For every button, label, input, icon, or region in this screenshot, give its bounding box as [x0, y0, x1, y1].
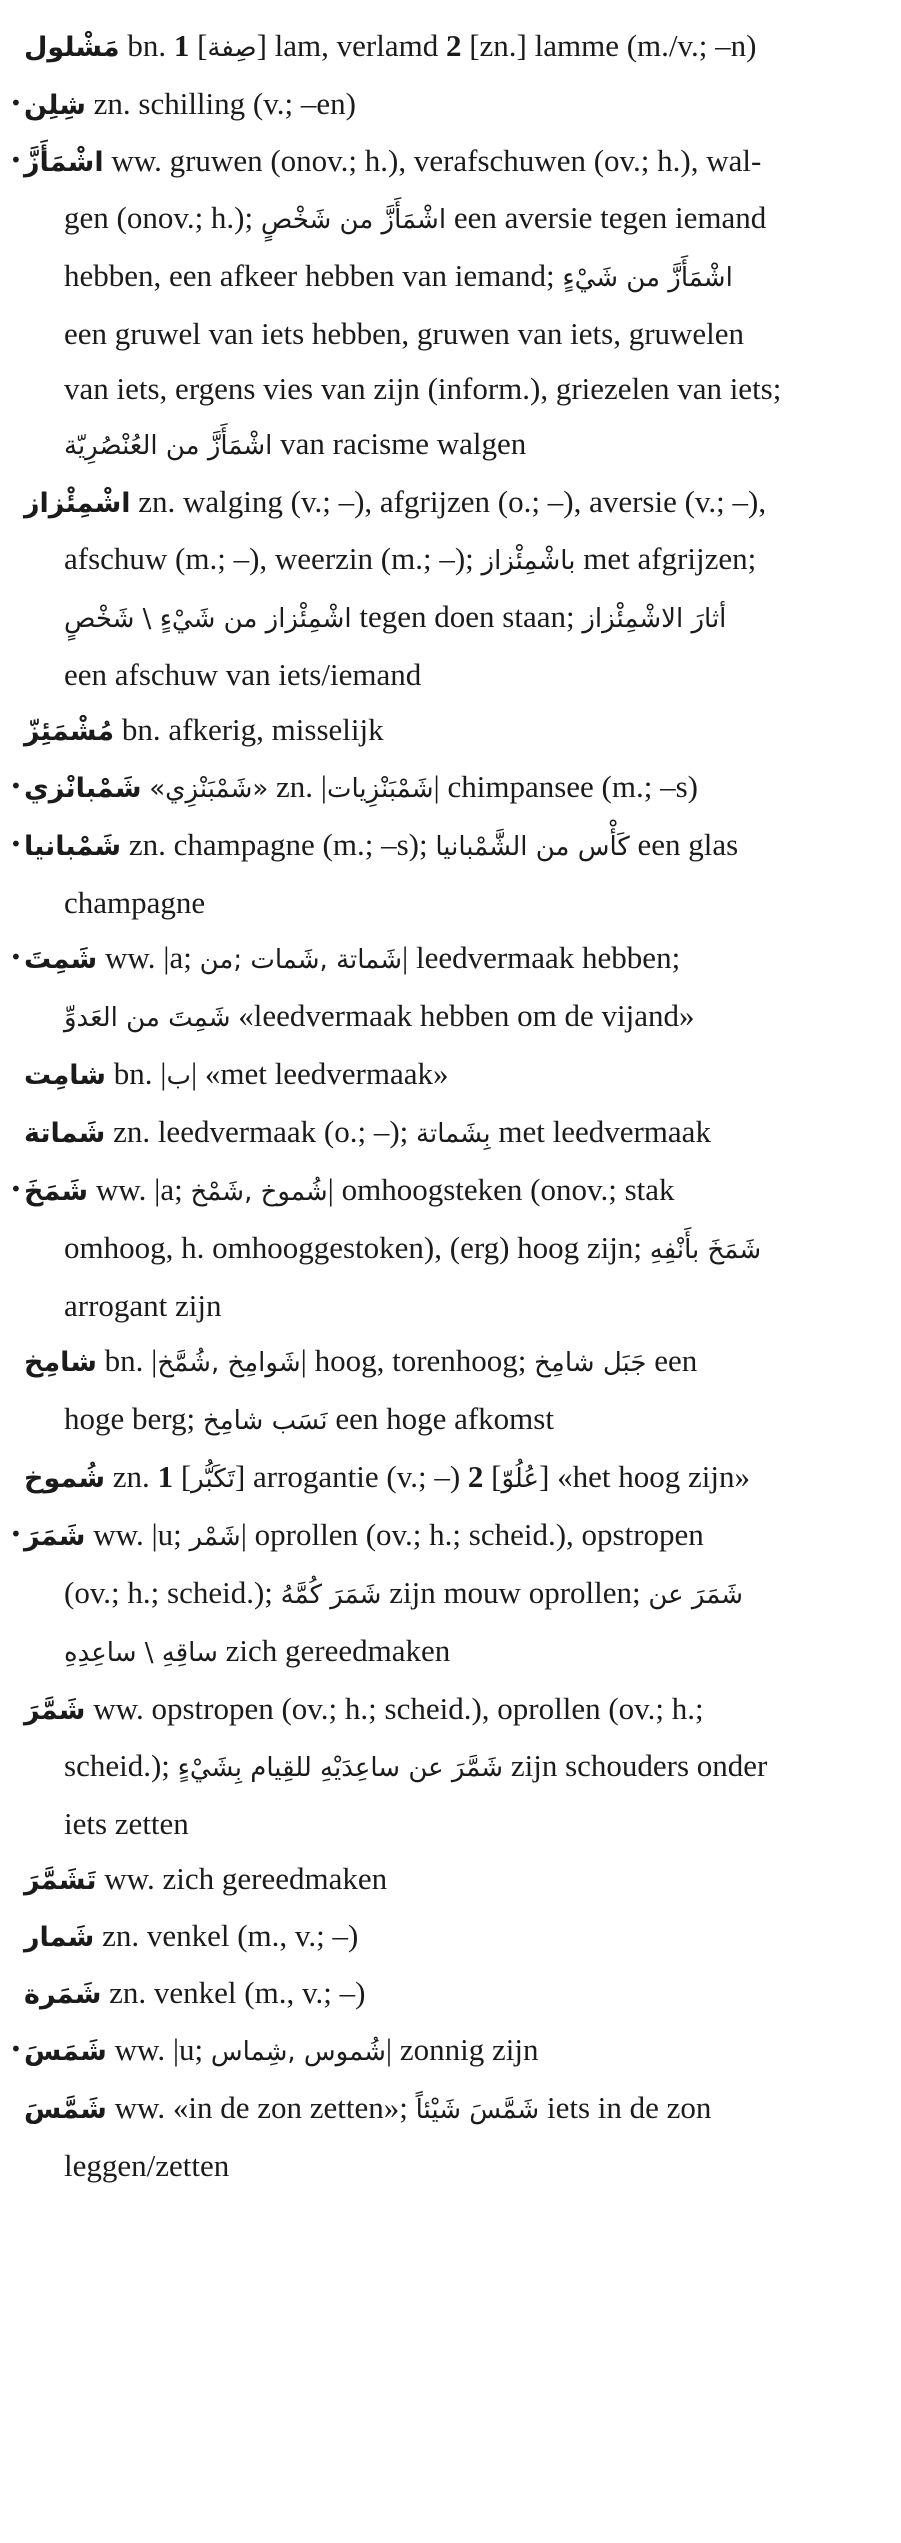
- definition-text: | oprollen (ov.; h.; scheid.), opstropen: [240, 1517, 704, 1552]
- definition-text: zn. champagne (m.; –s);: [121, 827, 436, 862]
- entry-continuation-line: [24, 248, 891, 306]
- entry-continuation-line: [24, 1391, 891, 1449]
- definition-text: een afschuw van iets/iemand: [64, 657, 422, 692]
- arabic-example: اشْمِئْزاز من شَيْءٍ \ شَخْصٍ: [64, 604, 352, 634]
- headword-arabic: شَمَرة: [24, 1979, 102, 2010]
- entry-first-line: [24, 1908, 891, 1965]
- definition-text: ww. |a;: [97, 940, 200, 975]
- definition-text: ww. «in de zon zetten»;: [106, 2090, 416, 2125]
- definition-text: van racisme walgen: [272, 426, 527, 461]
- entry-continuation-line: [24, 190, 891, 248]
- dictionary-entry: [10, 133, 891, 474]
- entry-continuation-line: [24, 647, 891, 702]
- definition-text: bn. |: [96, 1343, 158, 1378]
- definition-text: | leedvermaak hebben;: [402, 940, 681, 975]
- entry-first-line: [10, 2022, 891, 2080]
- entry-continuation-line: [24, 1565, 891, 1623]
- arabic-example: شُموس ,شِماس: [210, 2037, 386, 2067]
- arabic-example: شَمْبَنْزِيات: [327, 774, 434, 804]
- headword-arabic: شامِت: [24, 1060, 106, 1091]
- definition-text: [zn.] lamme (m./v.; –n): [461, 28, 757, 63]
- definition-text: ww. zich gereedmaken: [96, 1861, 388, 1896]
- arabic-example: بِشَماتة: [416, 1119, 491, 1149]
- definition-text: ] «het hoog zijn»: [539, 1459, 750, 1494]
- definition-text: met leedvermaak: [490, 1114, 711, 1149]
- arabic-example: اشْمَأَزَّ من العُنْصُرِيّة: [64, 431, 273, 461]
- bullet-icon: •: [10, 774, 22, 798]
- definition-text: met afgrijzen;: [575, 541, 757, 576]
- arabic-example: شَمَرَ كُمَّهُ: [280, 1580, 382, 1610]
- entry-continuation-line: [24, 306, 891, 361]
- definition-text: (ov.; h.; scheid.);: [64, 1575, 281, 1610]
- dictionary-entry: [10, 1507, 891, 1681]
- dictionary-entry: [24, 2080, 891, 2193]
- definition-text: zn. venkel (m., v.; –): [94, 1918, 359, 1953]
- definition-text: ww. gruwen (onov.; h.), verafschuwen (ov.; h.), wal-: [103, 143, 762, 178]
- entry-first-line: [24, 1333, 891, 1391]
- headword-arabic: شَمَخَ: [24, 1176, 89, 1207]
- entry-continuation-line: [24, 1220, 891, 1278]
- definition-text: leggen/zetten: [64, 2148, 230, 2183]
- headword-arabic: شَماتة: [24, 1118, 106, 1149]
- definition-text: bn.: [119, 28, 174, 63]
- dictionary-entry: [24, 1908, 891, 1965]
- definition-text: | «met leedvermaak»: [190, 1056, 449, 1091]
- definition-text: gen (onov.; h.);: [64, 200, 261, 235]
- headword-arabic: اشْمَأَزَّ: [24, 147, 104, 178]
- arabic-example: شَمِتَ من العَدوِّ: [64, 1003, 231, 1033]
- entry-continuation-line: [24, 1738, 891, 1796]
- arabic-example: جَبَل شامِخ: [534, 1348, 647, 1378]
- arabic-example: شُموخ ,شَمْخ: [190, 1177, 328, 1207]
- bullet-icon: •: [10, 832, 22, 856]
- arabic-example: شَوامِخ ,شُمَّخ: [157, 1348, 301, 1378]
- headword-arabic: شَمَّسَ: [24, 2094, 107, 2125]
- definition-text: tegen doen staan;: [351, 599, 583, 634]
- entry-first-line: [10, 930, 891, 988]
- definition-text: zn. leedvermaak (o.; –);: [105, 1114, 417, 1149]
- bullet-icon: •: [10, 945, 22, 969]
- entry-first-line: [24, 1104, 891, 1162]
- definition-text: een aversie tegen iemand: [446, 200, 767, 235]
- dictionary-entry: [24, 702, 891, 759]
- entry-continuation-line: [24, 1796, 891, 1851]
- headword-arabic: شَمْبانْزي: [24, 773, 142, 804]
- headword-arabic: شُموخ: [24, 1463, 106, 1494]
- entry-first-line: [10, 76, 891, 133]
- entry-first-line: [24, 1851, 891, 1908]
- entry-first-line: [24, 1681, 891, 1738]
- definition-text: ] arrogantie (v.; –): [234, 1459, 468, 1494]
- definition-text: hebben, een afkeer hebben van iemand;: [64, 258, 563, 293]
- headword-arabic: شَمْبانيا: [24, 831, 122, 862]
- definition-text: afschuw (m.; –), weerzin (m.; –);: [64, 541, 482, 576]
- entry-continuation-line: [24, 361, 891, 416]
- definition-text: iets in de zon: [539, 2090, 712, 2125]
- entry-first-line: [10, 133, 891, 190]
- dictionary-entry: [24, 1046, 891, 1104]
- definition-text: scheid.);: [64, 1748, 178, 1783]
- entry-continuation-line: [24, 2138, 891, 2193]
- arabic-example: نَسَب شامِخ: [202, 1406, 328, 1436]
- headword-arabic: شَمَسَ: [24, 2036, 107, 2067]
- headword-arabic: شِلِن: [24, 90, 86, 121]
- sense-number: 2: [467, 1459, 484, 1494]
- headword-arabic: شَمَّرَ: [24, 1695, 86, 1726]
- definition-text: [: [189, 28, 208, 63]
- definition-text: een gruwel van iets hebben, gruwen van iets, gruwelen: [64, 316, 745, 351]
- definition-text: | omhoogsteken (onov.; stak: [327, 1172, 675, 1207]
- arabic-example: عُلُوّ: [501, 1464, 540, 1494]
- entry-first-line: [10, 817, 891, 875]
- definition-text: | chimpansee (m.; –s): [433, 769, 698, 804]
- entry-first-line: [24, 1965, 891, 2022]
- headword-arabic: مُشْمَئِزّ: [24, 716, 115, 747]
- definition-text: champagne: [64, 885, 206, 920]
- entry-continuation-line: [24, 589, 891, 647]
- bullet-icon: •: [10, 91, 22, 115]
- definition-text: «leedvermaak hebben om de vijand»: [230, 998, 695, 1033]
- arabic-example: شَمَّسَ شَيْئاً: [415, 2095, 540, 2125]
- dictionary-entry: [10, 817, 891, 930]
- arabic-example: باشْمِئْزاز: [481, 546, 576, 576]
- definition-text: zn. |: [268, 769, 327, 804]
- dictionary-entry: [24, 1449, 891, 1507]
- sense-number: 1: [157, 1459, 174, 1494]
- dictionary-entry: [24, 1851, 891, 1908]
- bullet-icon: •: [10, 2037, 22, 2061]
- definition-text: ww. |a;: [88, 1172, 191, 1207]
- entry-continuation-line: [24, 1623, 891, 1681]
- definition-text: arrogant zijn: [64, 1288, 222, 1323]
- entry-continuation-line: [24, 1278, 891, 1333]
- arabic-example: كَأْس من الشَّمْبانيا: [435, 832, 630, 862]
- entry-first-line: [10, 759, 891, 817]
- entry-continuation-line: [24, 988, 891, 1046]
- entry-first-line: [24, 2080, 891, 2138]
- arabic-example: ساقِهِ \ ساعِدِهِ: [64, 1638, 218, 1668]
- definition-text: zn. schilling (v.; –en): [85, 86, 356, 121]
- arabic-example: أثارَ الاشْمِئْزاز: [582, 604, 727, 634]
- dictionary-entry: [24, 1104, 891, 1162]
- entry-continuation-line: [24, 531, 891, 589]
- headword-arabic: شَمِتَ: [24, 944, 98, 975]
- entry-continuation-line: [24, 875, 891, 930]
- definition-text: een glas: [629, 827, 739, 862]
- dictionary-entry: [10, 2022, 891, 2080]
- headword-arabic: شَمار: [24, 1922, 95, 1953]
- arabic-example: شَمَرَ عن: [648, 1580, 744, 1610]
- headword-arabic: تَشَمَّرَ: [24, 1865, 97, 1896]
- definition-text: ww. |u;: [106, 2032, 211, 2067]
- sense-number: 2: [445, 28, 462, 63]
- definition-text: ] lam, verlamd: [256, 28, 446, 63]
- entry-first-line: [24, 474, 891, 531]
- arabic-example: ب: [166, 1061, 191, 1091]
- definition-text: bn. afkerig, misselijk: [114, 712, 384, 747]
- sense-number: 1: [173, 28, 190, 63]
- definition-text: een: [646, 1343, 698, 1378]
- headword-arabic: شَمَرَ: [24, 1521, 86, 1552]
- dictionary-entry: [10, 759, 891, 817]
- headword-arabic: اشْمِئْزاز: [24, 488, 131, 519]
- arabic-example: صِفة: [207, 33, 257, 63]
- definition-text: zich gereedmaken: [217, 1633, 451, 1668]
- arabic-example: شَمْر: [189, 1522, 241, 1552]
- definition-text: hoge berg;: [64, 1401, 203, 1436]
- bullet-icon: •: [10, 1177, 22, 1201]
- dictionary-entry: [10, 930, 891, 1046]
- arabic-example: شَمَّرَ عن ساعِدَيْهِ للقِيام بِشَيْءٍ: [177, 1753, 504, 1783]
- definition-text: zn. venkel (m., v.; –): [101, 1975, 366, 2010]
- arabic-example: شَمَخَ بأَنْفِهِ: [649, 1235, 762, 1265]
- bullet-icon: •: [10, 1522, 22, 1546]
- entry-continuation-line: [24, 416, 891, 474]
- definition-text: | hoog, torenhoog;: [300, 1343, 535, 1378]
- entry-first-line: [24, 18, 891, 76]
- definition-text: zn.: [105, 1459, 158, 1494]
- headword-arabic: مَشْلول: [24, 32, 120, 63]
- entry-first-line: [10, 1507, 891, 1565]
- arabic-example: تَكَبُّر: [191, 1464, 235, 1494]
- dictionary-entry: [24, 1681, 891, 1851]
- definition-text: iets zetten: [64, 1806, 189, 1841]
- definition-text: van iets, ergens vies van zijn (inform.), griezelen van iets;: [64, 371, 782, 406]
- entry-first-line: [24, 1046, 891, 1104]
- definition-text: [: [483, 1459, 502, 1494]
- definition-text: bn. |: [106, 1056, 167, 1091]
- arabic-example: شَماتة ,شَمات ;من: [199, 945, 402, 975]
- entry-first-line: [24, 1449, 891, 1507]
- definition-text: | zonnig zijn: [385, 2032, 539, 2067]
- dictionary-entry: [24, 1965, 891, 2022]
- definition-text: zn. walging (v.; –), afgrijzen (o.; –), aversie (v.; –),: [130, 484, 767, 519]
- dictionary-entry: [24, 1333, 891, 1449]
- definition-text: een hoge afkomst: [327, 1401, 554, 1436]
- entry-first-line: [10, 1162, 891, 1220]
- dictionary-entry: [24, 474, 891, 702]
- dictionary-entry: [10, 1162, 891, 1333]
- arabic-example: «شَمْبَنْزِي»: [149, 774, 269, 804]
- definition-text: omhoog, h. omhooggestoken), (erg) hoog zijn;: [64, 1230, 650, 1265]
- definition-text: [: [173, 1459, 192, 1494]
- arabic-example: اشْمَأَزَّ من شَيْءٍ: [562, 263, 733, 293]
- entry-first-line: [24, 702, 891, 759]
- arabic-example: اشْمَأَزَّ من شَخْصٍ: [260, 205, 447, 235]
- dictionary-entry: [10, 76, 891, 133]
- headword-arabic: شامِخ: [24, 1347, 97, 1378]
- dictionary-entry: [24, 18, 891, 76]
- bullet-icon: •: [10, 148, 22, 172]
- definition-text: ww. opstropen (ov.; h.; scheid.), oprollen (ov.; h.;: [85, 1691, 704, 1726]
- definition-text: zijn schouders onder: [503, 1748, 768, 1783]
- definition-text: zijn mouw oprollen;: [381, 1575, 649, 1610]
- definition-text: ww. |u;: [85, 1517, 190, 1552]
